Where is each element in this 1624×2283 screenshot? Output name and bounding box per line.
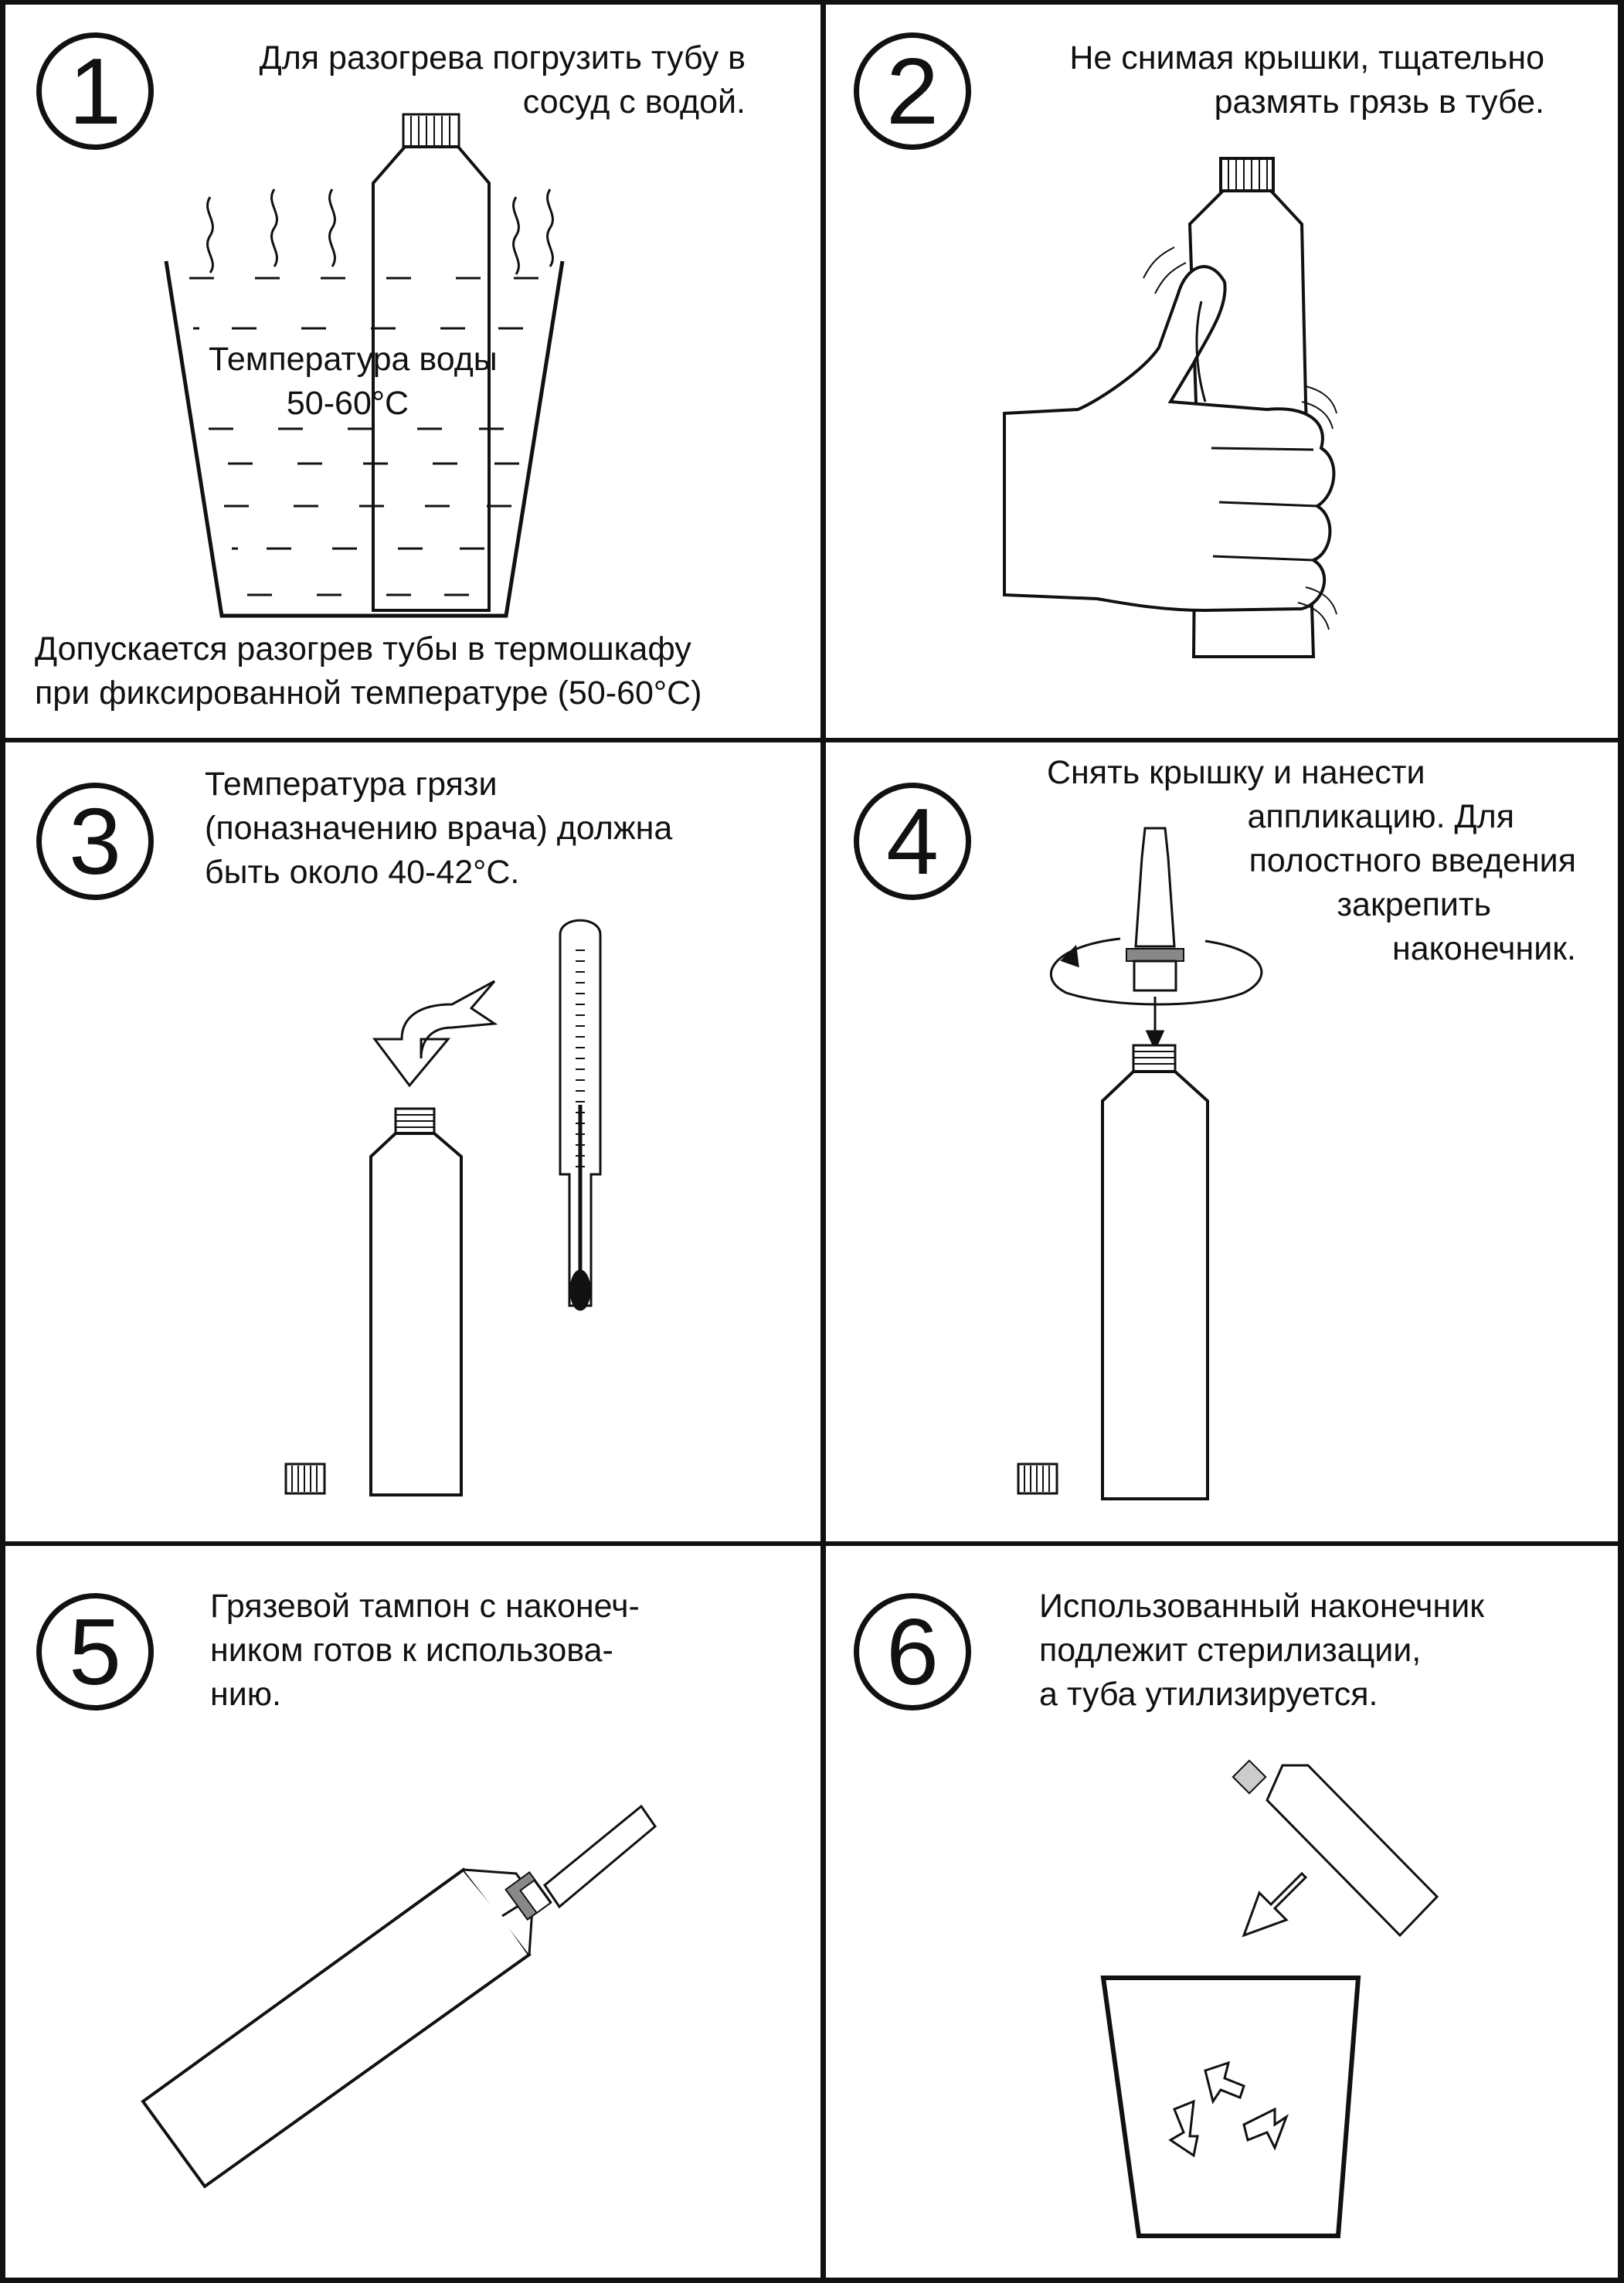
trash-bin-icon xyxy=(1103,1978,1358,2236)
step-2-number: 2 xyxy=(854,32,971,150)
step-5-line-3: нию. xyxy=(210,1676,281,1713)
step-4-line-4: закрепить xyxy=(1337,886,1491,923)
step-2-line-2: размять грязь в тубе. xyxy=(1214,83,1544,121)
step-6-number: 6 xyxy=(854,1593,971,1711)
step-5-line-2: ником готов к использова- xyxy=(210,1632,613,1669)
discard-arrow-icon xyxy=(1244,1874,1306,1935)
step-4-line-2: аппликацию. Для xyxy=(1247,798,1514,835)
step-3-line-3: быть около 40-42°С. xyxy=(205,854,520,891)
step-6-line-2: подлежит стерилизации, xyxy=(1039,1632,1422,1669)
step-3-line-2: (поназначению врача) должна xyxy=(205,810,673,847)
step-5-number: 5 xyxy=(36,1593,154,1711)
step-1-number: 1 xyxy=(36,32,154,150)
step-1-note-line-2: при фиксированной температуре (50-60°С) xyxy=(35,674,702,712)
step-1-note-line-1: Допускается разогрев тубы в термошкафу xyxy=(35,630,691,668)
step-5-line-1: Грязевой тампон с наконеч- xyxy=(210,1588,640,1625)
discarded-tube-icon xyxy=(1267,1765,1437,1935)
water-temp-label: Температура воды xyxy=(209,341,498,378)
step-4-line-1: Снять крышку и нанести xyxy=(1047,754,1425,791)
step-2-line-1: Не снимая крышки, тщательно xyxy=(1069,39,1544,76)
step-4-line-3: полостного введения xyxy=(1249,842,1576,879)
step-6-line-1: Использованный наконечник xyxy=(1039,1588,1485,1625)
step-3-line-1: Температура грязи xyxy=(205,766,498,803)
water-temp-value: 50-60°С xyxy=(286,385,409,422)
step-6-line-3: а туба утилизируется. xyxy=(1039,1676,1378,1713)
step-1-line-1: Для разогрева погрузить тубу в xyxy=(259,39,746,76)
step-1-line-2: сосуд с водой. xyxy=(522,83,746,121)
step-4-line-5: наконечник. xyxy=(1391,930,1576,967)
step-3-number: 3 xyxy=(36,783,154,900)
step-4-number: 4 xyxy=(854,783,971,900)
